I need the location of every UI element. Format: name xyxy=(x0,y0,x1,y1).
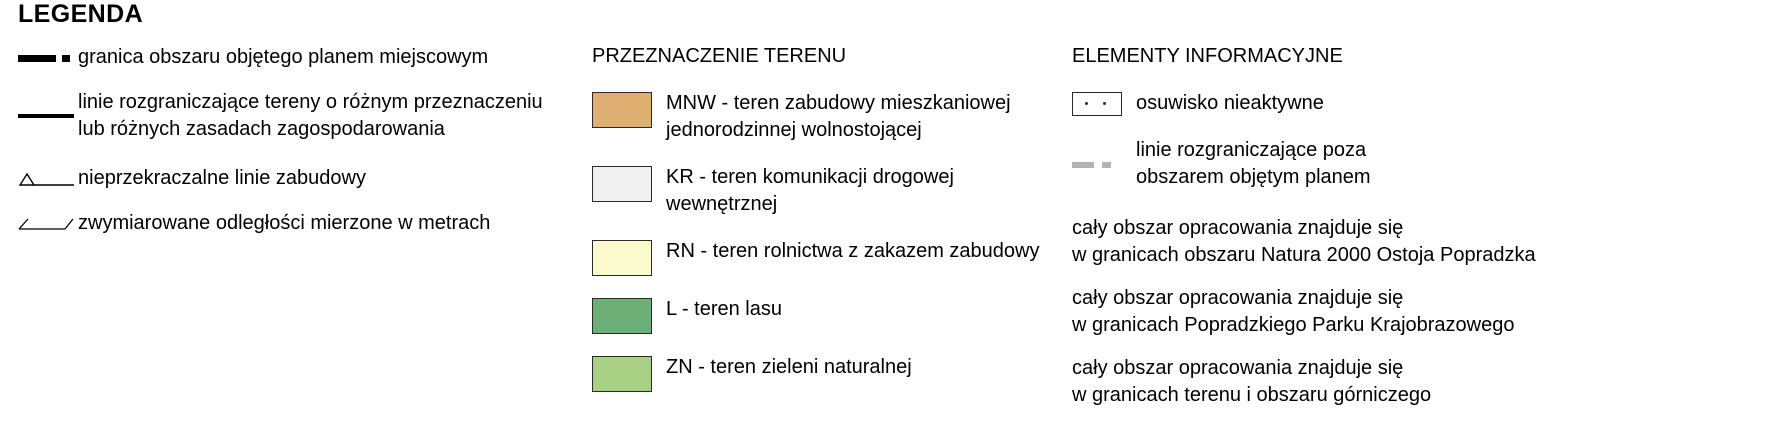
info-note-natura2000 xyxy=(1072,215,1762,269)
legend-item-plan-boundary xyxy=(18,44,578,71)
legend-item-label: zwymiarowane odległości mierzone w metrach xyxy=(78,212,491,234)
color-swatch-kr xyxy=(592,166,652,202)
legend-item-label-line1: MNW - teren zabudowy mieszkaniowej xyxy=(666,92,1011,114)
gray-dashed-line-icon xyxy=(1072,160,1136,168)
legend-item-mnw xyxy=(592,90,1062,144)
info-note-park-krajobrazowy xyxy=(1072,285,1762,339)
info-note-line2: w granicach terenu i obszaru górniczego xyxy=(1072,384,1432,406)
color-swatch-rn xyxy=(592,240,652,276)
legend-item-label: osuwisko nieaktywne xyxy=(1136,92,1324,114)
legend-item-label-line1: linie rozgraniczające poza xyxy=(1136,139,1367,161)
info-note-line1: cały obszar opracowania znajduje się xyxy=(1072,287,1404,309)
legend-item-dimension-line xyxy=(18,210,578,237)
legend-item-label-line1: KR - teren komunikacji drogowej xyxy=(666,166,954,188)
legend-item-label-line2: wewnętrznej xyxy=(666,193,778,215)
info-note-line1: cały obszar opracowania znajduje się xyxy=(1072,217,1404,239)
legend-item-outside-boundary-lines xyxy=(1072,137,1762,191)
land-use-header: PRZEZNACZENIE TERENU xyxy=(592,45,847,67)
info-note-line2: w granicach Popradzkiego Parku Krajobrazowego xyxy=(1072,314,1515,336)
info-note-obszar-gorniczy xyxy=(1072,355,1762,409)
legend-title: LEGENDA xyxy=(18,0,144,28)
legend-item-label xyxy=(652,164,954,218)
legend-item-label xyxy=(74,89,543,143)
color-swatch-zn xyxy=(592,356,652,392)
legend-item-label-line2: lub różnych zasadach zagospodarowania xyxy=(78,118,445,140)
dotted-box-icon xyxy=(1072,92,1136,116)
legend-item-label xyxy=(652,90,1011,144)
color-swatch-l xyxy=(592,298,652,334)
triangle-line-icon xyxy=(18,170,74,188)
info-header: ELEMENTY INFORMACYJNE xyxy=(1072,45,1343,67)
legend-item-l xyxy=(592,296,1062,334)
dimension-line-icon xyxy=(18,217,74,231)
info-note-line2: w granicach obszaru Natura 2000 Ostoja Popradzka xyxy=(1072,244,1536,266)
legend-item-separating-lines xyxy=(18,89,578,143)
legend-column-general xyxy=(18,44,578,255)
legend-item-label-line1: linie rozgraniczające tereny o różnym przeznaczeniu xyxy=(78,91,543,113)
legend-column-land-use xyxy=(592,44,1062,412)
legend-item-label: granica obszaru objętego planem miejscowym xyxy=(78,46,489,68)
info-note-line1: cały obszar opracowania znajduje się xyxy=(1072,357,1404,379)
legend-item-label: nieprzekraczalne linie zabudowy xyxy=(78,167,366,189)
legend-column-info xyxy=(1072,44,1762,425)
color-swatch-mnw xyxy=(592,92,652,128)
legend-item-rn xyxy=(592,238,1062,276)
legend-item-label xyxy=(1136,137,1371,191)
legend-item-label: ZN - teren zieleni naturalnej xyxy=(666,356,912,378)
legend-item-building-line xyxy=(18,165,578,192)
solid-line-icon xyxy=(18,114,74,118)
legend-item-label-line2: jednorodzinnej wolnostojącej xyxy=(666,119,922,141)
legend-item-label: RN - teren rolnictwa z zakazem zabudowy xyxy=(666,240,1040,262)
legend-item-label: L - teren lasu xyxy=(666,298,782,320)
legend-item-zn xyxy=(592,354,1062,392)
legend-item-landslide xyxy=(1072,90,1762,117)
plan-boundary-icon xyxy=(18,51,74,65)
legend-item-kr xyxy=(592,164,1062,218)
legend-item-label-line2: obszarem objętym planem xyxy=(1136,166,1371,188)
